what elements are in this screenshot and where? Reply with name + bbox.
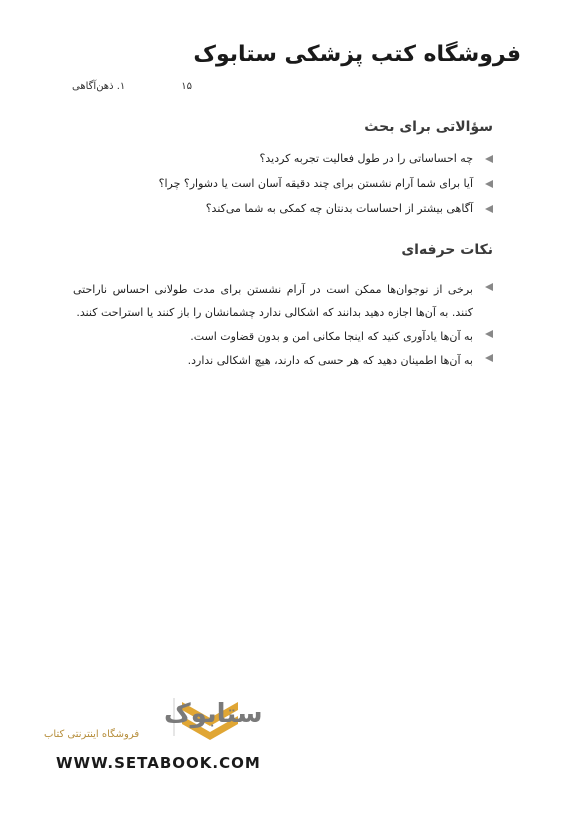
- list-item: [73, 278, 493, 324]
- discussion-questions-list: [73, 150, 493, 225]
- page-number: ۱۵: [181, 80, 192, 92]
- chapter-title: ۱. ذهن‌آگاهی: [72, 80, 126, 92]
- list-item-text: آگاهی بیشتر از احساسات بدنتان چه کمکی به شما می‌کند؟: [205, 202, 473, 215]
- running-header: [72, 78, 192, 94]
- list-item-text: برخی از نوجوان‌ها ممکن است در آرام نشستن برای مدت طولانی احساس ناراحتی کنند. به آن‌ها اجازه دهید بدانند که اشکالی ندارد چشمانشان را باز کنند یا استراحت کنند.: [73, 283, 473, 319]
- list-item: [73, 200, 493, 225]
- triangle-bullet-icon: [485, 354, 493, 362]
- list-item: [73, 150, 493, 175]
- triangle-bullet-icon: [485, 205, 493, 213]
- section-title-tips: نکات حرفه‌ای: [401, 242, 493, 258]
- list-item-text: به آن‌ها اطمینان دهید که هر حسی که دارند، هیچ اشکالی ندارد.: [187, 354, 473, 367]
- list-item-text: چه احساساتی را در طول فعالیت تجربه کردید؟: [259, 152, 473, 165]
- list-item: [73, 175, 493, 200]
- list-item-text: به آن‌ها یادآوری کنید که اینجا مکانی امن و بدون قضاوت است.: [190, 330, 473, 343]
- triangle-bullet-icon: [485, 155, 493, 163]
- site-url[interactable]: WWW.SETABOOK.COM: [56, 754, 261, 772]
- triangle-bullet-icon: [485, 283, 493, 291]
- list-item: [73, 349, 493, 372]
- store-title: فروشگاه کتب پزشکی ستابوک: [193, 42, 521, 67]
- list-item: [73, 325, 493, 348]
- professional-tips-list: [73, 278, 493, 373]
- logo-wordmark: ستابوک: [164, 699, 263, 729]
- triangle-bullet-icon: [485, 330, 493, 338]
- section-title-discussion: سؤالاتی برای بحث: [364, 119, 493, 135]
- list-item-text: آیا برای شما آرام نشستن برای چند دقیقه آسان است یا دشوار؟ چرا؟: [158, 177, 473, 190]
- logo-subtitle: فروشگاه اینترنتی کتاب: [44, 729, 140, 740]
- triangle-bullet-icon: [485, 180, 493, 188]
